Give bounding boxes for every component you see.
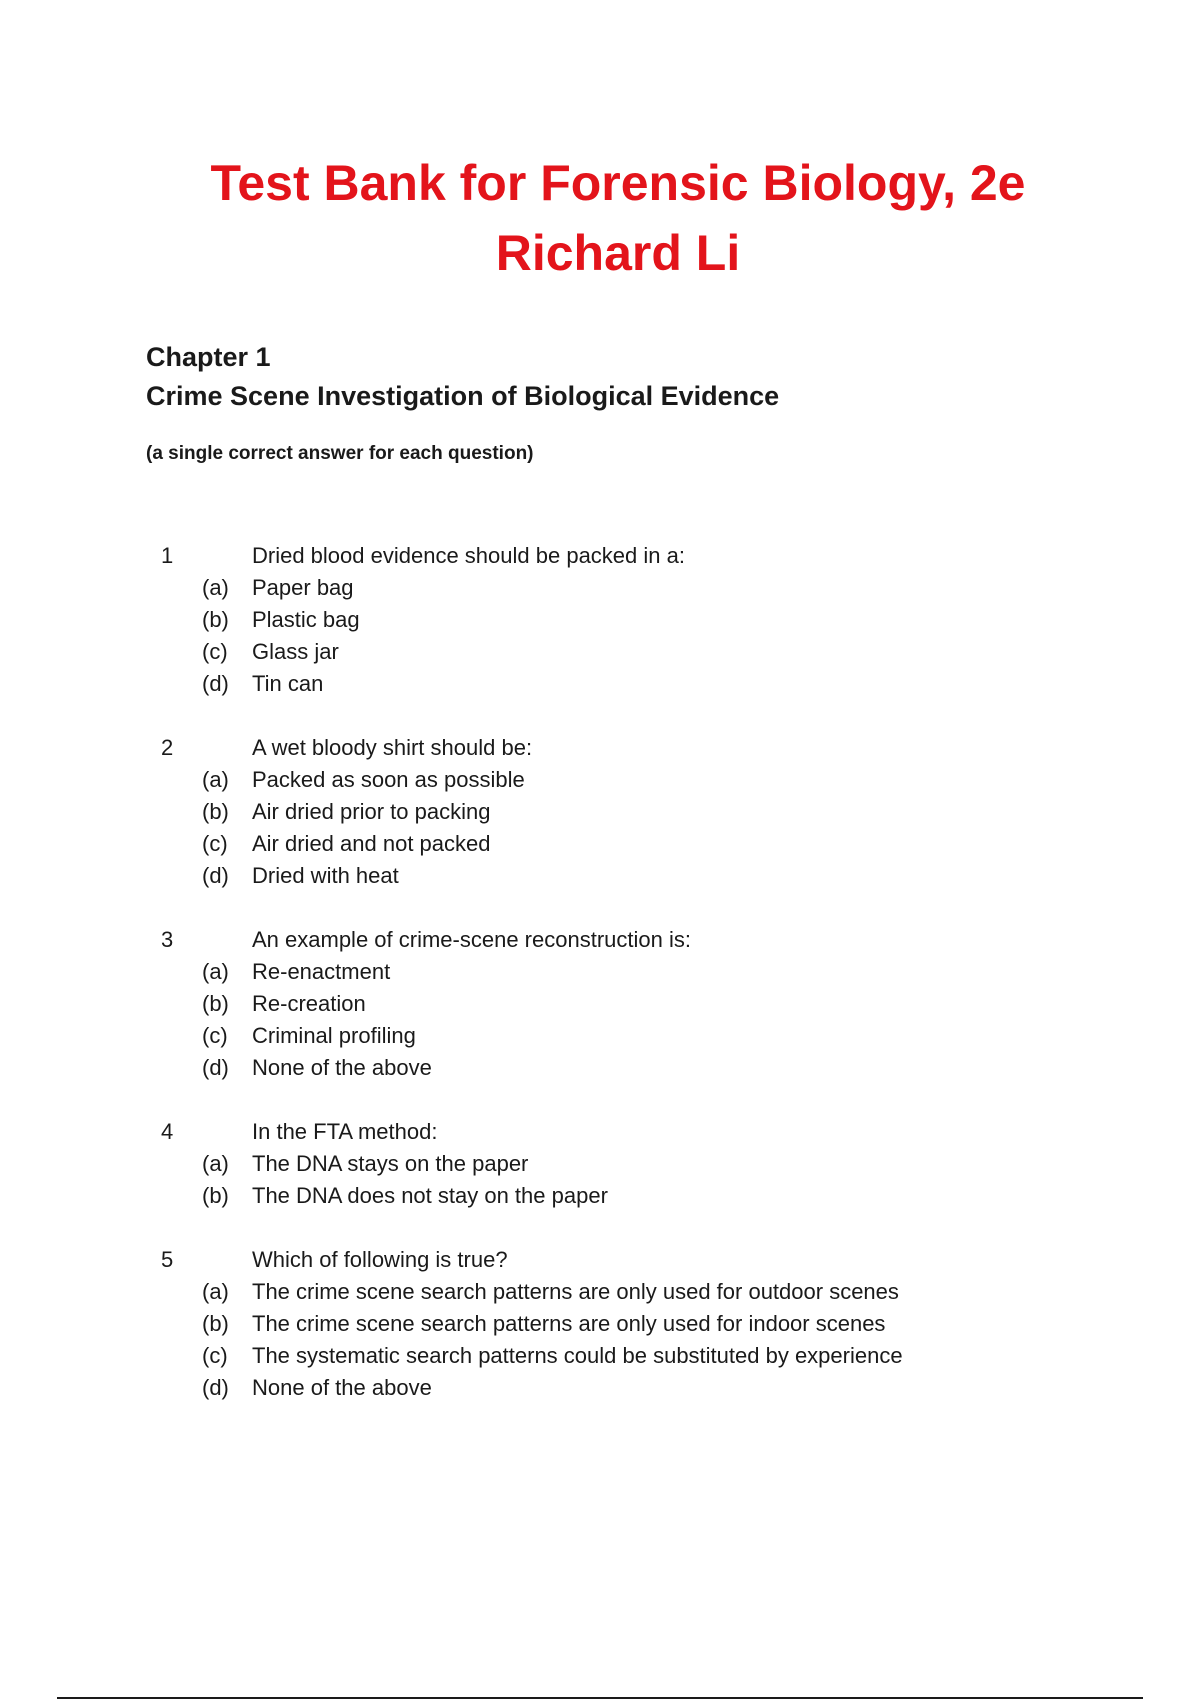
- question-list: [0, 540, 1200, 1436]
- answer-option: [0, 1020, 1200, 1052]
- chapter-label: Chapter 1: [146, 342, 271, 372]
- question-text: Dried blood evidence should be packed in a:: [252, 543, 685, 568]
- answer-option: [0, 1340, 1200, 1372]
- option-text: The DNA does not stay on the paper: [252, 1183, 608, 1208]
- answer-option: [0, 636, 1200, 668]
- option-text: None of the above: [252, 1375, 432, 1400]
- document-title: [0, 148, 1200, 288]
- answer-option: [0, 1148, 1200, 1180]
- answer-option: [0, 1180, 1200, 1212]
- option-letter: (a): [202, 1151, 229, 1176]
- option-text: Dried with heat: [252, 863, 399, 888]
- answer-option: [0, 988, 1200, 1020]
- option-letter: (c): [202, 639, 228, 664]
- question-stem: [0, 1244, 1200, 1276]
- answer-option: [0, 796, 1200, 828]
- answer-option: [0, 860, 1200, 892]
- question-stem: [0, 924, 1200, 956]
- option-letter: (c): [202, 1023, 228, 1048]
- question-number: 1: [161, 543, 174, 568]
- option-letter: (d): [202, 1375, 229, 1400]
- title-line-2: Richard Li: [495, 225, 741, 281]
- question-5: [0, 1244, 1200, 1404]
- answer-option: [0, 1308, 1200, 1340]
- option-text: The crime scene search patterns are only used for outdoor scenes: [252, 1279, 899, 1304]
- question-text: A wet bloody shirt should be:: [252, 735, 533, 760]
- answer-option: [0, 956, 1200, 988]
- question-stem: [0, 1116, 1200, 1148]
- question-number: 2: [161, 735, 174, 760]
- question-1: [0, 540, 1200, 700]
- question-number: 5: [161, 1247, 174, 1272]
- option-text: The systematic search patterns could be substituted by experience: [252, 1343, 903, 1368]
- option-letter: (d): [202, 671, 229, 696]
- option-text: Plastic bag: [252, 607, 360, 632]
- option-letter: (c): [202, 831, 228, 856]
- option-letter: (d): [202, 1055, 229, 1080]
- chapter-title: Crime Scene Investigation of Biological Evidence: [146, 381, 780, 411]
- option-text: Glass jar: [252, 639, 339, 664]
- option-letter: (b): [202, 799, 229, 824]
- option-letter: (a): [202, 1279, 229, 1304]
- option-text: None of the above: [252, 1055, 432, 1080]
- option-letter: (a): [202, 575, 229, 600]
- answer-option: [0, 1276, 1200, 1308]
- option-text: Air dried and not packed: [252, 831, 491, 856]
- option-text: Criminal profiling: [252, 1023, 416, 1048]
- instruction-text: (a single correct answer for each question): [146, 443, 534, 464]
- option-text: Re-enactment: [252, 959, 391, 984]
- question-stem: [0, 540, 1200, 572]
- option-text: Air dried prior to packing: [252, 799, 491, 824]
- question-text: Which of following is true?: [252, 1247, 508, 1272]
- question-number: 3: [161, 927, 174, 952]
- option-text: Tin can: [252, 671, 324, 696]
- answer-option: [0, 604, 1200, 636]
- answer-option: [0, 1372, 1200, 1404]
- question-text: An example of crime-scene reconstruction is:: [252, 927, 691, 952]
- question-stem: [0, 732, 1200, 764]
- title-line-1: Test Bank for Forensic Biology, 2e: [210, 155, 1026, 211]
- option-letter: (d): [202, 863, 229, 888]
- option-text: The DNA stays on the paper: [252, 1151, 529, 1176]
- question-4: [0, 1116, 1200, 1212]
- chapter-heading: [146, 338, 779, 416]
- option-text: Packed as soon as possible: [252, 767, 525, 792]
- option-letter: (a): [202, 767, 229, 792]
- question-text: In the FTA method:: [252, 1119, 438, 1144]
- question-number: 4: [161, 1119, 174, 1144]
- option-letter: (c): [202, 1343, 228, 1368]
- question-2: [0, 732, 1200, 892]
- answer-option: [0, 668, 1200, 700]
- answer-option: [0, 1052, 1200, 1084]
- option-text: Re-creation: [252, 991, 366, 1016]
- answer-option: [0, 828, 1200, 860]
- answer-option: [0, 572, 1200, 604]
- option-text: Paper bag: [252, 575, 354, 600]
- option-text: The crime scene search patterns are only used for indoor scenes: [252, 1311, 886, 1336]
- option-letter: (b): [202, 607, 229, 632]
- option-letter: (a): [202, 959, 229, 984]
- question-3: [0, 924, 1200, 1084]
- footer-divider: [57, 1697, 1143, 1699]
- option-letter: (b): [202, 1183, 229, 1208]
- option-letter: (b): [202, 1311, 229, 1336]
- answer-option: [0, 764, 1200, 796]
- option-letter: (b): [202, 991, 229, 1016]
